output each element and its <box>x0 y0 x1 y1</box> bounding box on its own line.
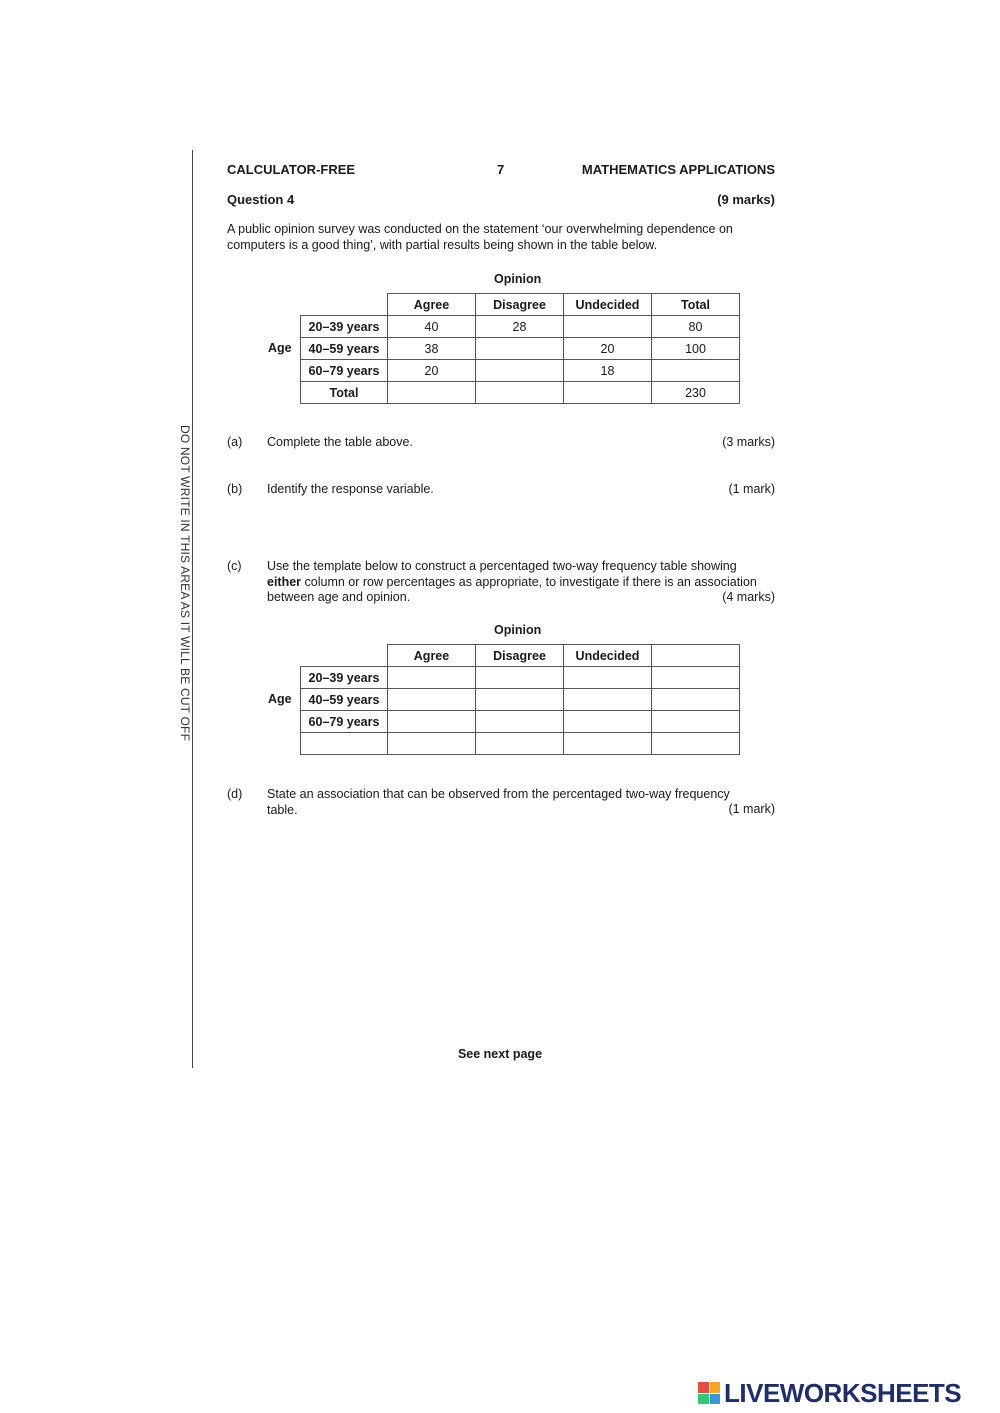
part-d-marks: (1 mark) <box>728 802 775 816</box>
answer-cell[interactable] <box>652 711 740 733</box>
table2-row-header: 40–59 years <box>301 689 388 711</box>
table2-col-header: Undecided <box>564 645 652 667</box>
logo-square <box>698 1382 709 1393</box>
table1-col-header: Agree <box>388 294 476 316</box>
table1-cell: 38 <box>388 338 476 360</box>
table2-col-header: Disagree <box>476 645 564 667</box>
answer-cell[interactable] <box>476 733 564 755</box>
question-marks: (9 marks) <box>717 192 775 207</box>
table1-row-header: 60–79 years <box>301 360 388 382</box>
answer-cell[interactable] <box>652 689 740 711</box>
table-row <box>301 733 740 755</box>
table1-cell: 230 <box>652 382 740 404</box>
intro-line-2: computers is a good thing’, with partial results being shown in the table below. <box>227 237 658 252</box>
table-row <box>301 667 740 689</box>
table1-age-label: Age <box>268 341 292 355</box>
answer-cell[interactable] <box>564 689 652 711</box>
frequency-table <box>300 293 740 404</box>
table1-col-header: Total <box>652 294 740 316</box>
part-c-line-1: Use the template below to construct a percentaged two-way frequency table showing <box>267 559 737 573</box>
part-d-label: (d) <box>227 787 243 801</box>
table2-row-header: 20–39 years <box>301 667 388 689</box>
part-a-text: Complete the table above. <box>267 435 413 449</box>
part-d-text <box>267 787 730 818</box>
table-row <box>301 316 740 338</box>
table2-age-label: Age <box>268 692 292 706</box>
table-row <box>301 711 740 733</box>
part-c-label: (c) <box>227 559 242 573</box>
table1-opinion-label: Opinion <box>494 272 542 286</box>
table1-cell: 40 <box>388 316 476 338</box>
answer-cell[interactable] <box>388 689 476 711</box>
table1-cell <box>476 382 564 404</box>
table1-cell <box>564 382 652 404</box>
question-title: Question 4 <box>227 192 295 207</box>
answer-cell[interactable] <box>388 711 476 733</box>
liveworksheets-logo-icon <box>698 1382 720 1404</box>
part-c-text <box>267 559 757 606</box>
table2-col-header: Agree <box>388 645 476 667</box>
table1-corner <box>301 294 388 316</box>
table1-cell <box>652 360 740 382</box>
table1-cell <box>476 360 564 382</box>
table1-row-header: Total <box>301 382 388 404</box>
table2-row-header <box>301 733 388 755</box>
table1-row-header: 40–59 years <box>301 338 388 360</box>
liveworksheets-wordmark: LIVEWORKSHEETS <box>724 1377 962 1408</box>
liveworksheets-brand <box>698 1378 961 1408</box>
table1-col-header: Undecided <box>564 294 652 316</box>
table-row <box>301 689 740 711</box>
header-left: CALCULATOR-FREE <box>227 162 356 177</box>
answer-cell[interactable] <box>476 667 564 689</box>
answer-cell[interactable] <box>652 733 740 755</box>
part-c-line-2-rest: column or row percentages as appropriate, to investigate if there is an association <box>301 574 757 589</box>
table2-corner <box>301 645 388 667</box>
part-b-label: (b) <box>227 482 243 496</box>
logo-square <box>710 1394 721 1405</box>
table2-opinion-label: Opinion <box>494 623 542 637</box>
question-intro <box>227 222 733 253</box>
table1-cell: 20 <box>564 338 652 360</box>
header-right: MATHEMATICS APPLICATIONS <box>581 162 775 177</box>
margin-line <box>192 150 193 1068</box>
part-b-text: Identify the response variable. <box>267 482 434 496</box>
part-c-marks: (4 marks) <box>722 590 775 604</box>
part-c-emphasis: either <box>267 574 302 589</box>
table1-cell: 28 <box>476 316 564 338</box>
part-c-line-3: between age and opinion. <box>267 590 411 604</box>
table1-cell: 18 <box>564 360 652 382</box>
intro-line-1: A public opinion survey was conducted on the statement ‘our overwhelming dependence on <box>227 222 733 236</box>
table2-row-header: 60–79 years <box>301 711 388 733</box>
table-row <box>301 360 740 382</box>
part-a-label: (a) <box>227 435 243 449</box>
see-next-page: See next page <box>457 1047 543 1061</box>
cut-off-warning: DO NOT WRITE IN THIS AREA AS IT WILL BE CUT OFF <box>178 425 192 742</box>
table1-col-header: Disagree <box>476 294 564 316</box>
table1-cell: 100 <box>652 338 740 360</box>
percentage-template-table <box>300 644 740 755</box>
table-row <box>301 338 740 360</box>
table1-row-header: 20–39 years <box>301 316 388 338</box>
answer-cell[interactable] <box>388 733 476 755</box>
part-b-marks: (1 mark) <box>728 482 775 496</box>
answer-cell[interactable] <box>476 689 564 711</box>
answer-cell[interactable] <box>388 667 476 689</box>
answer-cell[interactable] <box>652 667 740 689</box>
page-number: 7 <box>497 162 505 177</box>
answer-cell[interactable] <box>564 711 652 733</box>
table-row <box>301 382 740 404</box>
part-d-line-2: table. <box>267 802 298 817</box>
table1-cell <box>564 316 652 338</box>
table1-cell: 20 <box>388 360 476 382</box>
answer-cell[interactable] <box>476 711 564 733</box>
table1-cell <box>476 338 564 360</box>
table1-cell <box>388 382 476 404</box>
part-d-line-1: State an association that can be observed from the percentaged two-way frequency <box>267 787 730 801</box>
table2-col-header <box>652 645 740 667</box>
answer-cell[interactable] <box>564 667 652 689</box>
table1-cell: 80 <box>652 316 740 338</box>
logo-square <box>698 1394 709 1405</box>
table1-header-row <box>301 294 740 316</box>
logo-square <box>710 1382 721 1393</box>
part-a-marks: (3 marks) <box>722 435 775 449</box>
answer-cell[interactable] <box>564 733 652 755</box>
table2-header-row <box>301 645 740 667</box>
part-c-line-2 <box>267 575 757 591</box>
